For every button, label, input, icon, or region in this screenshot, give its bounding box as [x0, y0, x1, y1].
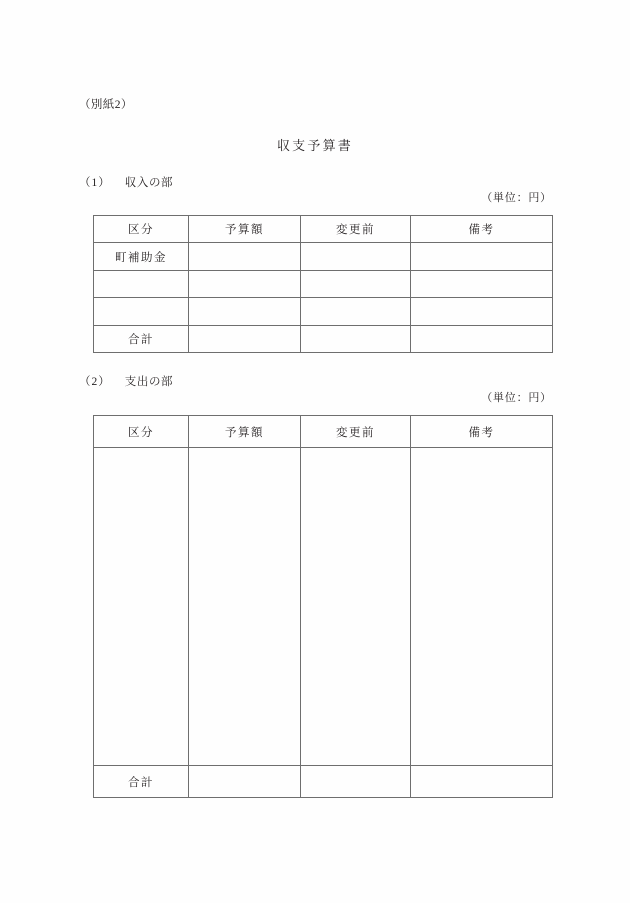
section-label-income: 収入の部: [124, 177, 174, 189]
table-row: [94, 270, 553, 297]
table-row: [94, 448, 553, 766]
unit-note-expense: （単位：円）: [481, 392, 552, 404]
cell-bikou[interactable]: [411, 448, 553, 766]
section-heading-expense: [79, 373, 173, 389]
table-row: [94, 243, 553, 270]
cell-yosan[interactable]: [189, 298, 301, 325]
column-header-bikou: 備考: [411, 216, 553, 243]
table-header-row: [94, 216, 553, 243]
cell-yosan[interactable]: [189, 243, 301, 270]
table-total-row: [94, 766, 553, 798]
document-reference: （別紙2）: [79, 99, 133, 111]
cell-henkou[interactable]: [301, 448, 411, 766]
section-number-expense: （2）: [79, 376, 111, 388]
cell-henkou[interactable]: [301, 298, 411, 325]
section-label-expense: 支出の部: [124, 376, 174, 388]
column-header-henkou: 変更前: [301, 216, 411, 243]
cell-total-henkou[interactable]: [301, 766, 411, 798]
cell-yosan[interactable]: [189, 448, 301, 766]
cell-bikou[interactable]: [411, 243, 553, 270]
cell-total-label: 合計: [94, 325, 189, 352]
cell-total-yosan[interactable]: [189, 766, 301, 798]
cell-bikou[interactable]: [411, 270, 553, 297]
column-header-henkou: 変更前: [301, 416, 411, 448]
cell-yosan[interactable]: [189, 270, 301, 297]
column-header-yosan: 予算額: [189, 416, 301, 448]
cell-total-henkou[interactable]: [301, 325, 411, 352]
cell-kubun[interactable]: [94, 270, 189, 297]
cell-total-bikou[interactable]: [411, 325, 553, 352]
cell-bikou[interactable]: [411, 298, 553, 325]
unit-note-income: （単位：円）: [481, 192, 552, 204]
cell-total-label: 合計: [94, 766, 189, 798]
cell-henkou[interactable]: [301, 243, 411, 270]
table-row: [94, 298, 553, 325]
cell-kubun[interactable]: [94, 298, 189, 325]
section-heading-income: [79, 174, 173, 190]
column-header-kubun: 区分: [94, 416, 189, 448]
cell-henkou[interactable]: [301, 270, 411, 297]
cell-total-yosan[interactable]: [189, 325, 301, 352]
column-header-yosan: 予算額: [189, 216, 301, 243]
income-table: [93, 215, 553, 353]
column-header-kubun: 区分: [94, 216, 189, 243]
section-number-income: （1）: [79, 177, 111, 189]
cell-total-bikou[interactable]: [411, 766, 553, 798]
table-header-row: [94, 416, 553, 448]
cell-kubun[interactable]: [94, 448, 189, 766]
table-total-row: [94, 325, 553, 352]
expense-table: [93, 415, 553, 798]
column-header-bikou: 備考: [411, 416, 553, 448]
page-title: 収支予算書: [276, 138, 353, 153]
cell-kubun[interactable]: 町補助金: [94, 243, 189, 270]
